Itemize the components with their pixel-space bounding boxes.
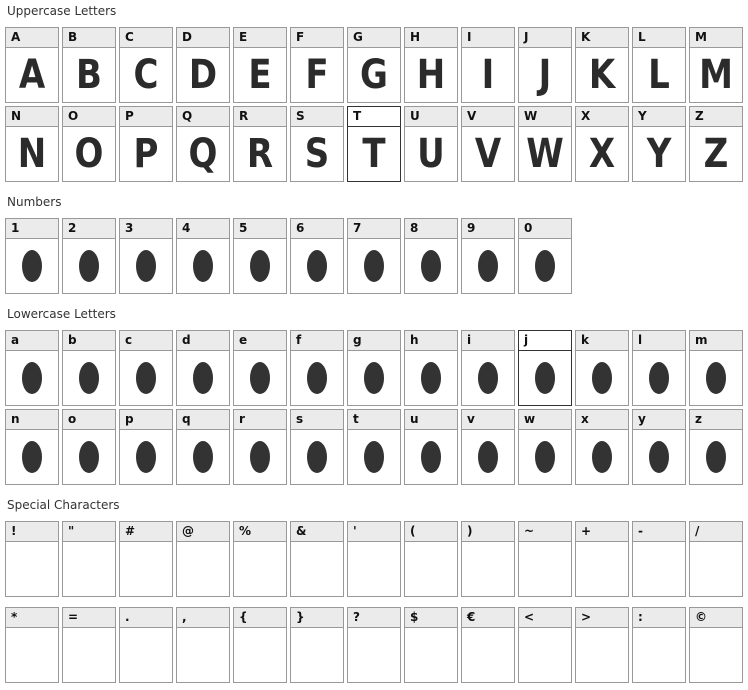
missing-glyph-oval bbox=[79, 250, 99, 282]
glyph-preview: S bbox=[304, 131, 330, 177]
char-cell[interactable] bbox=[461, 106, 515, 182]
char-label: x bbox=[576, 410, 628, 430]
char-cell[interactable] bbox=[5, 106, 59, 182]
char-cell[interactable] bbox=[632, 521, 686, 597]
char-label: i bbox=[462, 331, 514, 351]
char-label: % bbox=[234, 522, 286, 542]
char-label: W bbox=[519, 107, 571, 127]
char-cell[interactable] bbox=[233, 607, 287, 683]
char-cell[interactable] bbox=[575, 409, 629, 485]
missing-glyph-oval bbox=[421, 362, 441, 394]
char-cell[interactable] bbox=[62, 218, 116, 294]
char-cell[interactable] bbox=[575, 330, 629, 406]
char-label: m bbox=[690, 331, 742, 351]
char-cell[interactable] bbox=[119, 27, 173, 103]
char-label: q bbox=[177, 410, 229, 430]
missing-glyph-oval bbox=[307, 441, 327, 473]
char-label: J bbox=[519, 28, 571, 48]
char-cell[interactable] bbox=[404, 330, 458, 406]
missing-glyph-oval bbox=[364, 441, 384, 473]
char-label: U bbox=[405, 107, 457, 127]
char-cell[interactable] bbox=[689, 521, 743, 597]
missing-glyph-oval bbox=[307, 250, 327, 282]
missing-glyph-oval bbox=[364, 362, 384, 394]
missing-glyph-oval bbox=[136, 250, 156, 282]
glyph-preview: E bbox=[248, 52, 272, 98]
char-cell[interactable] bbox=[689, 607, 743, 683]
char-cell[interactable] bbox=[5, 218, 59, 294]
char-cell[interactable] bbox=[575, 106, 629, 182]
char-label: ? bbox=[348, 608, 400, 628]
missing-glyph-oval bbox=[193, 362, 213, 394]
char-label: @ bbox=[177, 522, 229, 542]
missing-glyph-oval bbox=[421, 441, 441, 473]
section-title-special: Special Characters bbox=[7, 498, 120, 512]
glyph-preview: I bbox=[481, 52, 495, 98]
section-title-uppercase: Uppercase Letters bbox=[7, 4, 117, 18]
char-label: - bbox=[633, 522, 685, 542]
char-cell[interactable] bbox=[62, 330, 116, 406]
glyph-preview: T bbox=[362, 131, 386, 177]
char-label: 3 bbox=[120, 219, 172, 239]
char-cell[interactable] bbox=[632, 330, 686, 406]
char-cell[interactable] bbox=[5, 27, 59, 103]
char-cell[interactable] bbox=[233, 330, 287, 406]
missing-glyph-oval bbox=[307, 362, 327, 394]
missing-glyph-oval bbox=[250, 441, 270, 473]
char-label: " bbox=[63, 522, 115, 542]
char-cell[interactable] bbox=[404, 106, 458, 182]
char-cell[interactable] bbox=[575, 521, 629, 597]
char-label: S bbox=[291, 107, 343, 127]
char-cell[interactable] bbox=[176, 27, 230, 103]
char-cell[interactable] bbox=[176, 218, 230, 294]
char-cell[interactable] bbox=[347, 218, 401, 294]
glyph-preview: G bbox=[360, 52, 388, 98]
char-label: R bbox=[234, 107, 286, 127]
char-label: 6 bbox=[291, 219, 343, 239]
missing-glyph-oval bbox=[478, 250, 498, 282]
missing-glyph-oval bbox=[193, 441, 213, 473]
char-cell[interactable] bbox=[461, 27, 515, 103]
char-cell[interactable] bbox=[62, 521, 116, 597]
glyph-preview: J bbox=[538, 52, 552, 98]
missing-glyph-oval bbox=[649, 362, 669, 394]
char-label: : bbox=[633, 608, 685, 628]
missing-glyph-oval bbox=[535, 441, 555, 473]
glyph-preview: V bbox=[474, 131, 502, 177]
missing-glyph-oval bbox=[22, 441, 42, 473]
char-label: = bbox=[63, 608, 115, 628]
char-label: n bbox=[6, 410, 58, 430]
char-cell[interactable] bbox=[176, 521, 230, 597]
glyph-preview: W bbox=[526, 131, 564, 177]
char-cell[interactable] bbox=[689, 409, 743, 485]
char-cell[interactable] bbox=[518, 330, 572, 406]
char-cell[interactable] bbox=[461, 607, 515, 683]
char-label: * bbox=[6, 608, 58, 628]
char-cell[interactable] bbox=[518, 106, 572, 182]
glyph-preview: O bbox=[74, 131, 104, 177]
glyph-preview: Z bbox=[703, 131, 729, 177]
missing-glyph-oval bbox=[22, 250, 42, 282]
char-label: k bbox=[576, 331, 628, 351]
char-cell[interactable] bbox=[290, 521, 344, 597]
missing-glyph-oval bbox=[421, 250, 441, 282]
missing-glyph-oval bbox=[79, 362, 99, 394]
char-cell[interactable] bbox=[575, 27, 629, 103]
char-cell[interactable] bbox=[347, 106, 401, 182]
char-cell[interactable] bbox=[575, 607, 629, 683]
char-cell[interactable] bbox=[290, 106, 344, 182]
char-cell[interactable] bbox=[689, 106, 743, 182]
char-cell[interactable] bbox=[347, 521, 401, 597]
char-label: € bbox=[462, 608, 514, 628]
char-cell[interactable] bbox=[119, 106, 173, 182]
char-cell[interactable] bbox=[404, 27, 458, 103]
missing-glyph-oval bbox=[22, 362, 42, 394]
char-label: # bbox=[120, 522, 172, 542]
char-cell[interactable] bbox=[5, 409, 59, 485]
char-label: b bbox=[63, 331, 115, 351]
missing-glyph-oval bbox=[535, 362, 555, 394]
char-label: v bbox=[462, 410, 514, 430]
char-cell[interactable] bbox=[461, 330, 515, 406]
missing-glyph-oval bbox=[136, 362, 156, 394]
char-cell[interactable] bbox=[233, 409, 287, 485]
char-cell[interactable] bbox=[689, 330, 743, 406]
missing-glyph-oval bbox=[535, 250, 555, 282]
char-label: { bbox=[234, 608, 286, 628]
glyph-preview: A bbox=[18, 52, 46, 98]
glyph-preview: X bbox=[588, 131, 616, 177]
char-label: d bbox=[177, 331, 229, 351]
char-label: 4 bbox=[177, 219, 229, 239]
char-cell[interactable] bbox=[290, 607, 344, 683]
char-label: 7 bbox=[348, 219, 400, 239]
char-label: e bbox=[234, 331, 286, 351]
char-cell[interactable] bbox=[176, 330, 230, 406]
char-label: X bbox=[576, 107, 628, 127]
char-label: I bbox=[462, 28, 514, 48]
char-label: y bbox=[633, 410, 685, 430]
char-label: Y bbox=[633, 107, 685, 127]
char-cell[interactable] bbox=[404, 409, 458, 485]
char-cell[interactable] bbox=[632, 607, 686, 683]
char-label: 0 bbox=[519, 219, 571, 239]
char-label: 5 bbox=[234, 219, 286, 239]
glyph-preview: P bbox=[133, 131, 159, 177]
char-label: o bbox=[63, 410, 115, 430]
char-label: ' bbox=[348, 522, 400, 542]
char-cell[interactable] bbox=[689, 27, 743, 103]
char-cell[interactable] bbox=[632, 409, 686, 485]
char-label: L bbox=[633, 28, 685, 48]
glyph-preview: K bbox=[588, 52, 616, 98]
glyph-preview: B bbox=[76, 52, 102, 98]
char-label: c bbox=[120, 331, 172, 351]
char-cell[interactable] bbox=[404, 218, 458, 294]
char-cell[interactable] bbox=[119, 409, 173, 485]
char-label: + bbox=[576, 522, 628, 542]
char-label: D bbox=[177, 28, 229, 48]
char-cell[interactable] bbox=[461, 521, 515, 597]
char-cell[interactable] bbox=[62, 607, 116, 683]
char-label: r bbox=[234, 410, 286, 430]
char-cell[interactable] bbox=[5, 521, 59, 597]
char-cell[interactable] bbox=[62, 409, 116, 485]
char-cell[interactable] bbox=[461, 218, 515, 294]
missing-glyph-oval bbox=[478, 441, 498, 473]
char-label: ( bbox=[405, 522, 457, 542]
missing-glyph-oval bbox=[706, 362, 726, 394]
char-label: & bbox=[291, 522, 343, 542]
char-label: 2 bbox=[63, 219, 115, 239]
missing-glyph-oval bbox=[478, 362, 498, 394]
missing-glyph-oval bbox=[193, 250, 213, 282]
char-cell[interactable] bbox=[233, 521, 287, 597]
glyph-preview: Y bbox=[646, 131, 672, 177]
char-cell[interactable] bbox=[518, 27, 572, 103]
glyph-preview: H bbox=[416, 52, 446, 98]
char-label: C bbox=[120, 28, 172, 48]
char-label: F bbox=[291, 28, 343, 48]
glyph-preview: Q bbox=[188, 131, 218, 177]
char-cell[interactable] bbox=[518, 409, 572, 485]
char-label: h bbox=[405, 331, 457, 351]
char-label: E bbox=[234, 28, 286, 48]
missing-glyph-oval bbox=[592, 441, 612, 473]
char-cell[interactable] bbox=[347, 607, 401, 683]
char-cell[interactable] bbox=[5, 607, 59, 683]
char-cell[interactable] bbox=[632, 106, 686, 182]
char-label: N bbox=[6, 107, 58, 127]
char-label: P bbox=[120, 107, 172, 127]
char-label: } bbox=[291, 608, 343, 628]
missing-glyph-oval bbox=[250, 362, 270, 394]
missing-glyph-oval bbox=[649, 441, 669, 473]
char-label: t bbox=[348, 410, 400, 430]
char-cell[interactable] bbox=[176, 607, 230, 683]
char-cell[interactable] bbox=[347, 409, 401, 485]
char-cell[interactable] bbox=[119, 330, 173, 406]
char-label: B bbox=[63, 28, 115, 48]
char-label: . bbox=[120, 608, 172, 628]
char-label: ! bbox=[6, 522, 58, 542]
glyph-preview: D bbox=[188, 52, 218, 98]
char-cell[interactable] bbox=[62, 106, 116, 182]
char-label: K bbox=[576, 28, 628, 48]
char-label: w bbox=[519, 410, 571, 430]
char-cell[interactable] bbox=[176, 409, 230, 485]
char-label: g bbox=[348, 331, 400, 351]
char-cell[interactable] bbox=[290, 218, 344, 294]
missing-glyph-oval bbox=[592, 362, 612, 394]
char-cell[interactable] bbox=[119, 607, 173, 683]
char-label: ~ bbox=[519, 522, 571, 542]
char-cell[interactable] bbox=[290, 409, 344, 485]
missing-glyph-oval bbox=[250, 250, 270, 282]
char-cell[interactable] bbox=[518, 521, 572, 597]
char-cell[interactable] bbox=[518, 607, 572, 683]
char-label: $ bbox=[405, 608, 457, 628]
glyph-preview: U bbox=[417, 131, 445, 177]
char-label: > bbox=[576, 608, 628, 628]
char-label: 9 bbox=[462, 219, 514, 239]
char-label: G bbox=[348, 28, 400, 48]
char-label: f bbox=[291, 331, 343, 351]
char-label: u bbox=[405, 410, 457, 430]
missing-glyph-oval bbox=[706, 441, 726, 473]
char-label: 8 bbox=[405, 219, 457, 239]
char-label: p bbox=[120, 410, 172, 430]
char-label: Q bbox=[177, 107, 229, 127]
char-cell[interactable] bbox=[62, 27, 116, 103]
char-label: / bbox=[690, 522, 742, 542]
char-cell[interactable] bbox=[119, 218, 173, 294]
char-label: j bbox=[519, 331, 571, 351]
glyph-preview: L bbox=[648, 52, 670, 98]
char-label: , bbox=[177, 608, 229, 628]
glyph-preview: M bbox=[699, 52, 733, 98]
char-cell[interactable] bbox=[404, 607, 458, 683]
glyph-preview: C bbox=[133, 52, 159, 98]
glyph-preview: N bbox=[17, 131, 47, 177]
char-cell[interactable] bbox=[233, 106, 287, 182]
missing-glyph-oval bbox=[79, 441, 99, 473]
char-cell[interactable] bbox=[176, 106, 230, 182]
char-label: Z bbox=[690, 107, 742, 127]
char-label: O bbox=[63, 107, 115, 127]
glyph-preview: R bbox=[246, 131, 274, 177]
section-title-lowercase: Lowercase Letters bbox=[7, 307, 116, 321]
char-cell[interactable] bbox=[347, 330, 401, 406]
char-label: V bbox=[462, 107, 514, 127]
missing-glyph-oval bbox=[364, 250, 384, 282]
char-label: © bbox=[690, 608, 742, 628]
char-cell[interactable] bbox=[5, 330, 59, 406]
char-cell[interactable] bbox=[347, 27, 401, 103]
char-cell[interactable] bbox=[518, 218, 572, 294]
char-cell[interactable] bbox=[632, 27, 686, 103]
char-label: l bbox=[633, 331, 685, 351]
char-cell[interactable] bbox=[290, 330, 344, 406]
char-cell[interactable] bbox=[119, 521, 173, 597]
section-title-numbers: Numbers bbox=[7, 195, 62, 209]
char-cell[interactable] bbox=[233, 27, 287, 103]
char-label: s bbox=[291, 410, 343, 430]
char-label: < bbox=[519, 608, 571, 628]
char-cell[interactable] bbox=[233, 218, 287, 294]
glyph-preview: F bbox=[305, 52, 329, 98]
char-label: z bbox=[690, 410, 742, 430]
char-label: H bbox=[405, 28, 457, 48]
char-cell[interactable] bbox=[404, 521, 458, 597]
char-label: a bbox=[6, 331, 58, 351]
char-label: T bbox=[348, 107, 400, 127]
missing-glyph-oval bbox=[136, 441, 156, 473]
char-label: 1 bbox=[6, 219, 58, 239]
char-label: M bbox=[690, 28, 742, 48]
char-label: ) bbox=[462, 522, 514, 542]
char-cell[interactable] bbox=[461, 409, 515, 485]
char-cell[interactable] bbox=[290, 27, 344, 103]
char-label: A bbox=[6, 28, 58, 48]
